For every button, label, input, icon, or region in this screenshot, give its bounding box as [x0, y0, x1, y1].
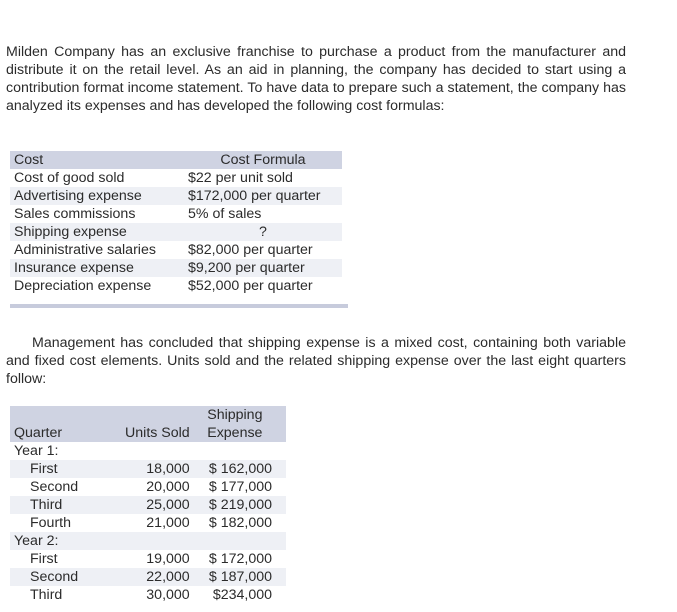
units-sold: 30,000 [121, 586, 194, 604]
units-sold: 19,000 [121, 550, 194, 568]
cost-name: Depreciation expense [10, 277, 182, 295]
units-sold: 21,000 [121, 514, 194, 532]
shipping-expense: $234,000 [194, 586, 286, 604]
units-sold: 25,000 [121, 496, 194, 514]
table-row [10, 259, 342, 277]
header-spacer [10, 406, 121, 424]
shipping-expense: $ 182,000 [194, 514, 286, 532]
quarter-name: First [10, 460, 121, 478]
cost-table-header-row [10, 151, 342, 169]
quarter-header: Quarter [10, 424, 121, 442]
table-row [10, 223, 342, 241]
shipping-expense: $ 219,000 [194, 496, 286, 514]
cost-name: Shipping expense [10, 223, 182, 241]
table-row [10, 550, 286, 568]
table-row [10, 496, 286, 514]
cost-formula-table [10, 151, 342, 295]
table-row [10, 460, 286, 478]
shipping-header-line1: Shipping [194, 406, 286, 424]
shipping-expense: $ 172,000 [194, 550, 286, 568]
management-paragraph: Management has concluded that shipping expense is a mixed cost, containing both variable and fixed cost elements. Units sold and the related shipping expense over the last eight quarters follow: [6, 335, 626, 387]
year-row [10, 442, 286, 460]
cost-formula-header: Cost Formula [182, 151, 342, 169]
year-label: Year 1: [10, 442, 121, 460]
ship-table-header-row [10, 406, 286, 424]
cost-name: Cost of good sold [10, 169, 182, 187]
table-row [10, 277, 342, 295]
header-spacer [121, 406, 194, 424]
units-sold: 18,000 [121, 460, 194, 478]
quarter-name: First [10, 550, 121, 568]
quarter-name: Second [10, 478, 121, 496]
cost-name: Sales commissions [10, 205, 182, 223]
table-row [10, 187, 342, 205]
shipping-expense: $ 162,000 [194, 460, 286, 478]
shipping-header-line2: Expense [194, 424, 286, 442]
empty-cell [194, 442, 286, 460]
table-row [10, 205, 342, 223]
ship-table-header-row [10, 424, 286, 442]
quarter-name: Second [10, 568, 121, 586]
table-row [10, 586, 286, 604]
cost-formula: $82,000 per quarter [182, 241, 342, 259]
cost-name: Insurance expense [10, 259, 182, 277]
shipping-expense: $ 177,000 [194, 478, 286, 496]
table-row [10, 478, 286, 496]
table-row [10, 514, 286, 532]
units-sold: 20,000 [121, 478, 194, 496]
shipping-expense-table [10, 406, 286, 604]
cost-name: Advertising expense [10, 187, 182, 205]
cost-formula-unknown: ? [182, 223, 342, 241]
shipping-expense: $ 187,000 [194, 568, 286, 586]
units-sold-header: Units Sold [121, 424, 194, 442]
year-row [10, 532, 286, 550]
table-row [10, 169, 342, 187]
intro-paragraph: Milden Company has an exclusive franchise to purchase a product from the manufacturer and distribute it on the retail level. As an aid in planning, the company has decided to start using a contribution format income statement. To have data to prepare such a statement, the company has analyzed its expenses and has developed the following cost formulas: [6, 44, 626, 114]
table-row [10, 241, 342, 259]
empty-cell [194, 532, 286, 550]
units-sold: 22,000 [121, 568, 194, 586]
cost-formula: $52,000 per quarter [182, 277, 342, 295]
table-divider [10, 304, 348, 308]
cost-name: Administrative salaries [10, 241, 182, 259]
cost-formula: $9,200 per quarter [182, 259, 342, 277]
cost-formula: 5% of sales [182, 205, 342, 223]
table-row [10, 568, 286, 586]
quarter-name: Third [10, 496, 121, 514]
cost-formula: $172,000 per quarter [182, 187, 342, 205]
empty-cell [121, 442, 194, 460]
quarter-name: Fourth [10, 514, 121, 532]
year-label: Year 2: [10, 532, 121, 550]
cost-header: Cost [10, 151, 182, 169]
empty-cell [121, 532, 194, 550]
cost-formula: $22 per unit sold [182, 169, 342, 187]
quarter-name: Third [10, 586, 121, 604]
